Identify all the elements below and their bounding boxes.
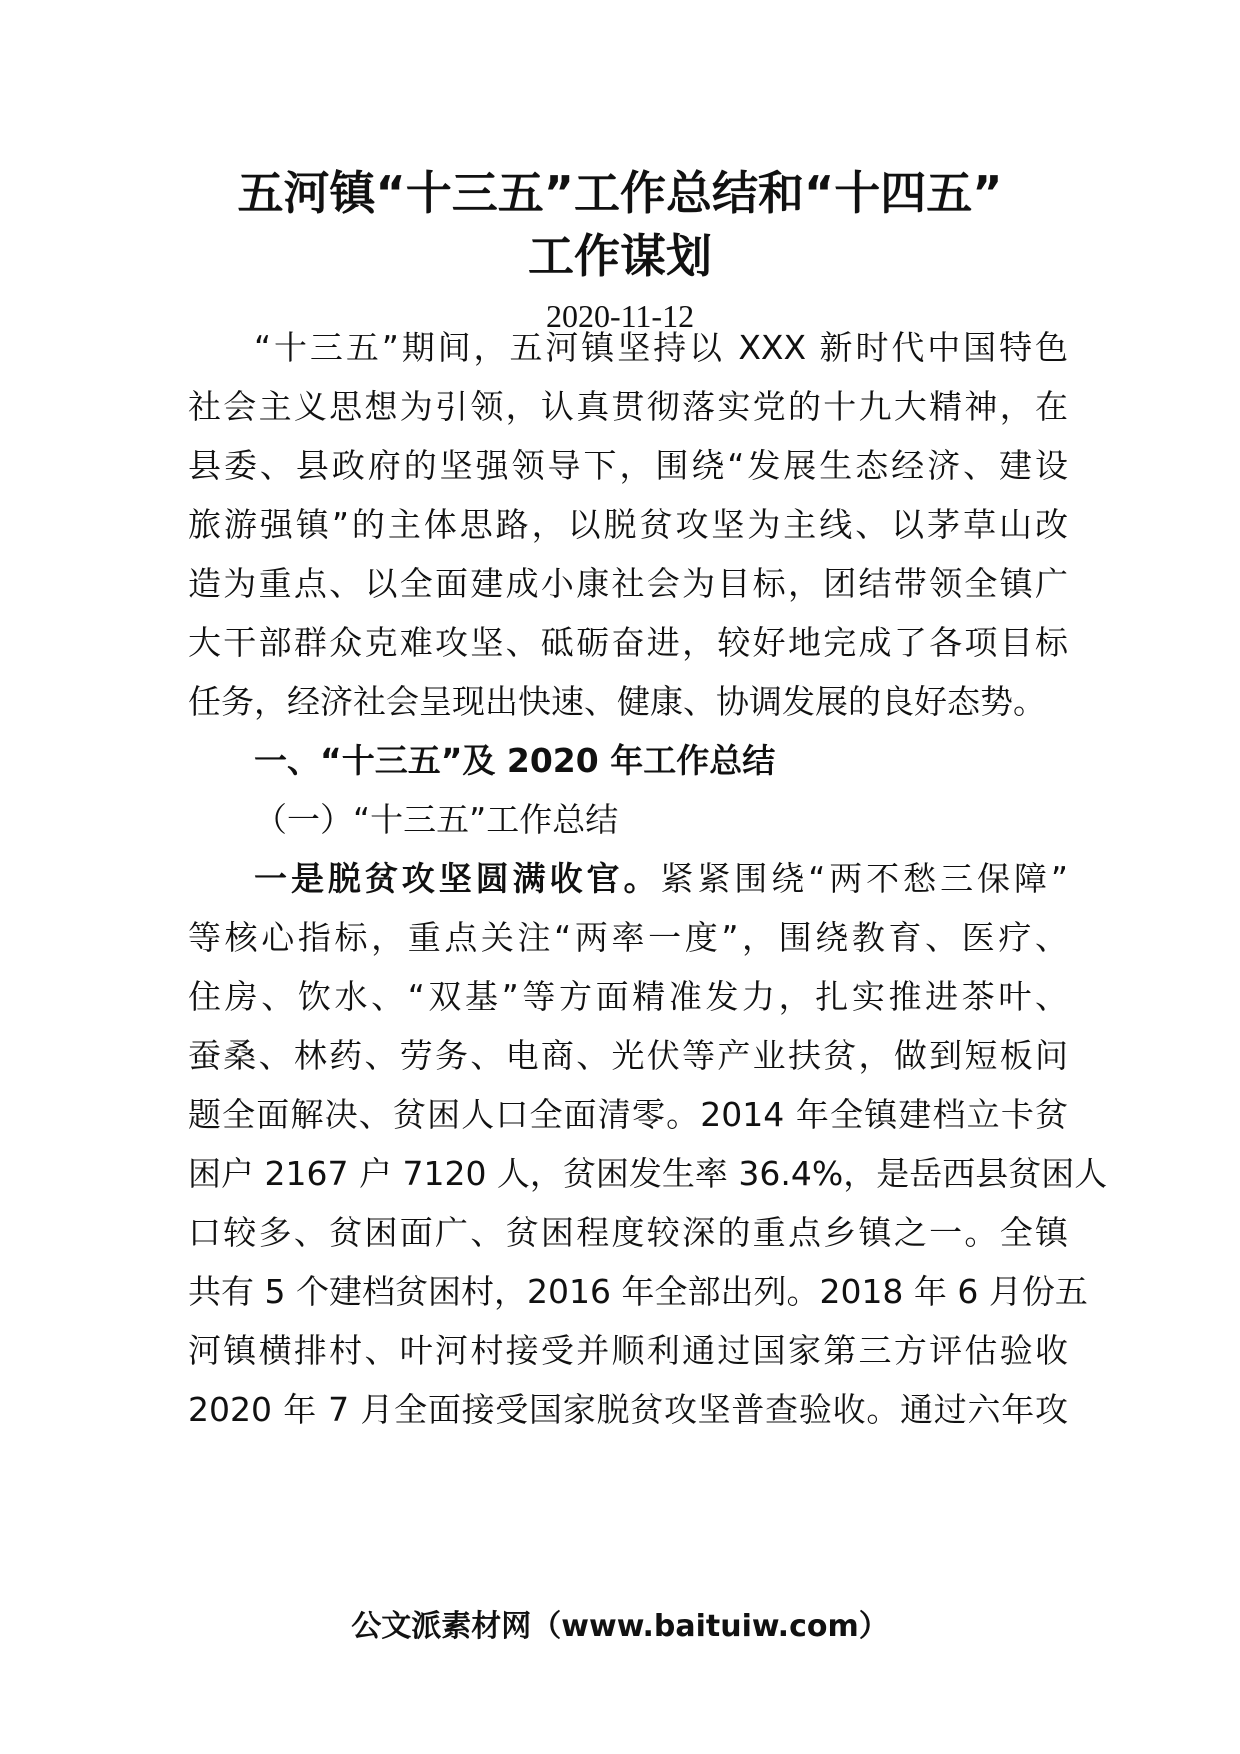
footer-source: 公文派素材网（www.baituiw.com）	[351, 1609, 889, 1644]
para-line: 困户 2167 户 7120 人，贫困发生率 36.4%，是岳西县贫困人	[188, 1154, 1108, 1193]
para-line: 住房、饮水、“双基”等方面精准发力，扎实推进茶叶、	[188, 977, 1068, 1016]
section-subheading: （一）“十三五”工作总结	[254, 800, 619, 839]
para-first-line-rest: 紧紧围绕“两不愁三保障”	[660, 859, 1068, 898]
para-line: 口较多、贫困面广、贫困程度较深的重点乡镇之一。全镇	[188, 1213, 1068, 1252]
para-line: 共有 5 个建档贫困村，2016 年全部出列。2018 年 6 月份五	[188, 1272, 1088, 1311]
intro-line: 旅游强镇”的主体思路，以脱贫攻坚为主线、以茅草山改	[188, 505, 1068, 544]
intro-line: 造为重点、以全面建成小康社会为目标，团结带领全镇广	[188, 564, 1068, 603]
intro-line: 任务，经济社会呈现出快速、健康、协调发展的良好态势。	[188, 682, 1046, 721]
intro-line: “十三五”期间，五河镇坚持以 XXX 新时代中国特色	[254, 328, 1068, 367]
para-lead: 一是脱贫攻坚圆满收官。	[254, 859, 661, 898]
document-date: 2020-11-12	[545, 298, 695, 334]
intro-line: 社会主义思想为引领，认真贯彻落实党的十九大精神，在	[188, 387, 1068, 426]
intro-line: 大干部群众克难攻坚、砥砺奋进，较好地完成了各项目标	[188, 623, 1068, 662]
para-line: 河镇横排村、叶河村接受并顺利通过国家第三方评估验收	[188, 1331, 1068, 1370]
para-line: 题全面解决、贫困人口全面清零。2014 年全镇建档立卡贫	[188, 1095, 1068, 1134]
para-line: 2020 年 7 月全面接受国家脱贫攻坚普查验收。通过六年攻	[188, 1390, 1068, 1429]
section-heading: 一、“十三五”及 2020 年工作总结	[254, 741, 776, 780]
intro-line: 县委、县政府的坚强领导下，围绕“发展生态经济、建设	[188, 446, 1068, 485]
para-line: 等核心指标，重点关注“两率一度”，围绕教育、医疗、	[188, 918, 1068, 957]
para-line: 蚕桑、林药、劳务、电商、光伏等产业扶贫，做到短板问	[188, 1036, 1068, 1075]
document-title-line2: 工作谋划	[528, 229, 712, 283]
document-title-line1: 五河镇“十三五”工作总结和“十四五”	[237, 166, 1003, 220]
para-first-line	[254, 857, 1068, 901]
